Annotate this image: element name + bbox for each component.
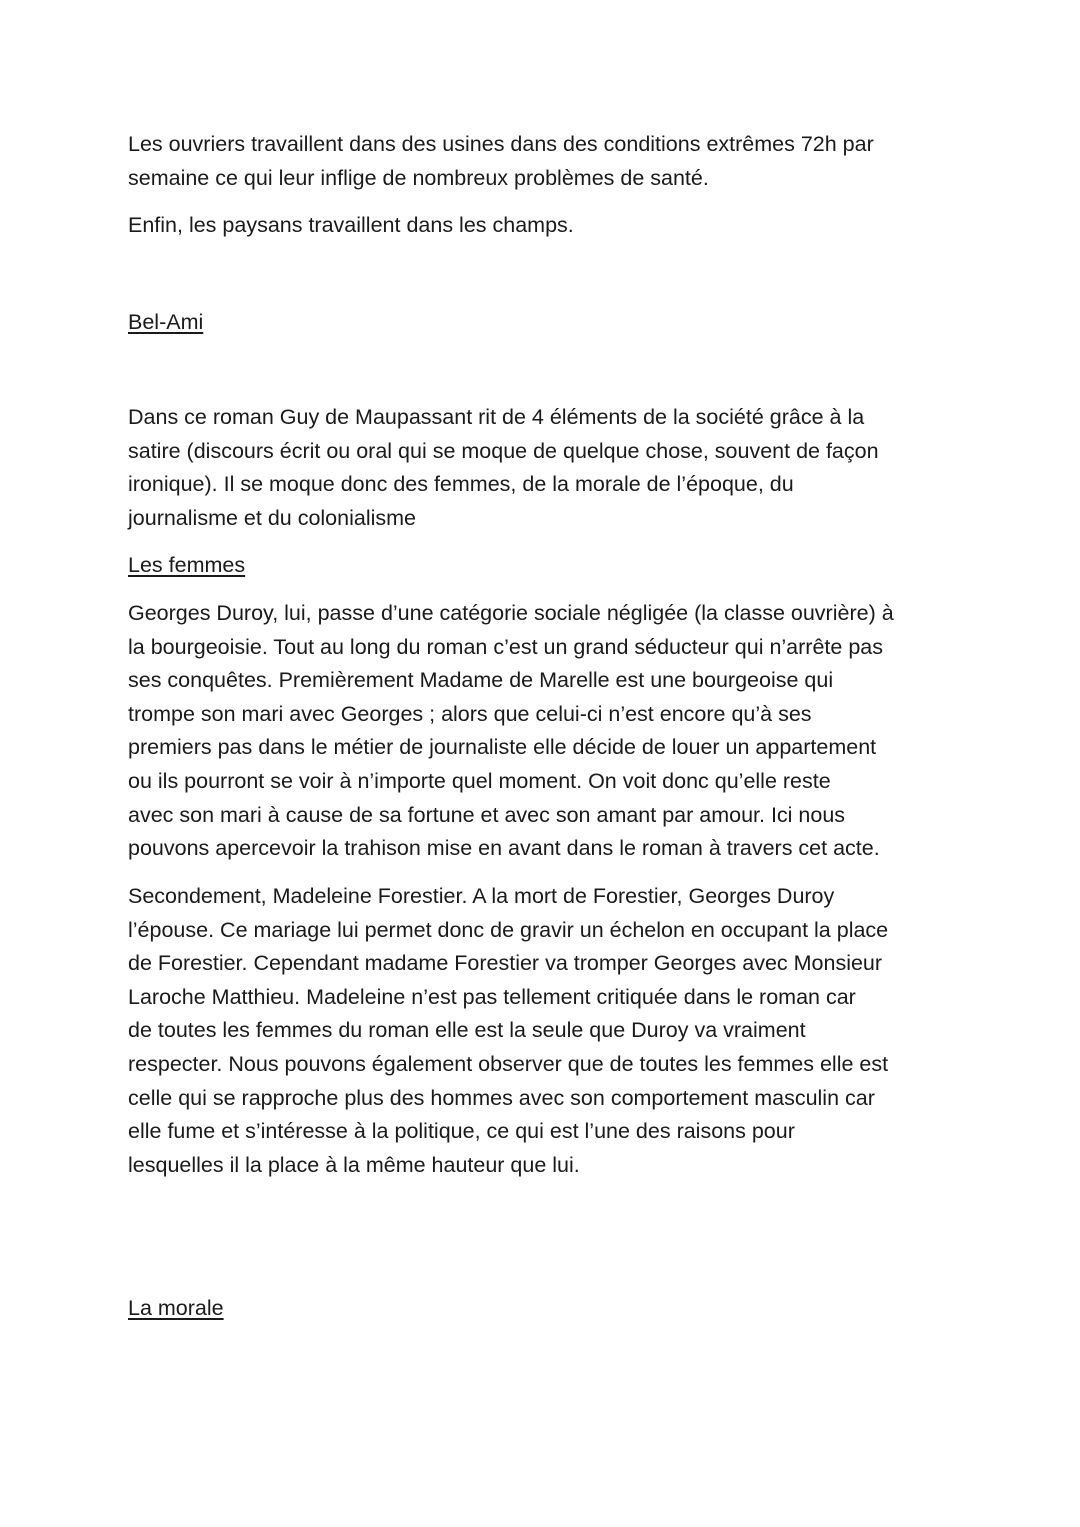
text-line: Les ouvriers travaillent dans des usines dans des conditions extrêmes 72h par <box>128 132 874 156</box>
subsection-title-morale <box>128 1292 958 1326</box>
text-line: ironique). Il se moque donc des femmes, de la morale de l’époque, du <box>128 472 794 497</box>
paragraph-marelle <box>128 597 958 866</box>
subsection-title-femmes <box>128 549 958 583</box>
section-heading: Bel-Ami <box>128 310 204 334</box>
section-title-bel-ami <box>128 306 958 340</box>
text-line: celle qui se rapproche plus des hommes avec son comportement masculin car <box>128 1085 875 1110</box>
text-line: l’épouse. Ce mariage lui permet donc de gravir un échelon en occupant la place <box>128 917 889 942</box>
text-line: de Forestier. Cependant madame Forestier va tromper Georges avec Monsieur <box>128 951 883 976</box>
text-line: de toutes les femmes du roman elle est la seule que Duroy va vraiment <box>128 1018 806 1043</box>
text-line: satire (discours écrit ou oral qui se moque de quelque chose, souvent de façon <box>128 438 879 463</box>
paragraph-satire <box>128 401 958 535</box>
text-line: avec son mari à cause de sa fortune et avec son amant par amour. Ici nous <box>128 802 846 827</box>
text-line: pouvons apercevoir la trahison mise en avant dans le roman à travers cet acte. <box>128 836 880 861</box>
text-line: Dans ce roman Guy de Maupassant rit de 4 éléments de la société grâce à la <box>128 405 865 429</box>
subsection-heading: Les femmes <box>128 553 246 577</box>
text-line: Secondement, Madeleine Forestier. A la mort de Forestier, Georges Duroy <box>128 884 835 908</box>
text-line: ou ils pourront se voir à n’importe quel moment. On voit donc qu’elle reste <box>128 768 831 793</box>
text-line: semaine ce qui leur inflige de nombreux problèmes de santé. <box>128 165 709 190</box>
text-line: elle fume et s’intéresse à la politique, ce qui est l’une des raisons pour <box>128 1119 795 1144</box>
text-line: Enfin, les paysans travaillent dans les champs. <box>128 213 574 237</box>
text-line: la bourgeoisie. Tout au long du roman c’est un grand séducteur qui n’arrête pas <box>128 634 883 659</box>
document-page <box>128 0 958 1527</box>
paragraph-paysans <box>128 209 958 243</box>
text-line: trompe son mari avec Georges ; alors que celui-ci n’est encore qu’à ses <box>128 701 812 726</box>
paragraph-ouvriers <box>128 128 958 195</box>
text-line: Georges Duroy, lui, passe d’une catégorie sociale négligée (la classe ouvrière) à <box>128 601 894 625</box>
subsection-heading: La morale <box>128 1296 224 1320</box>
text-line: Laroche Matthieu. Madeleine n’est pas tellement critiquée dans le roman car <box>128 984 856 1009</box>
text-line: lesquelles il la place à la même hauteur que lui. <box>128 1152 580 1177</box>
text-line: ses conquêtes. Premièrement Madame de Marelle est une bourgeoise qui <box>128 668 834 693</box>
paragraph-madeleine <box>128 880 958 1182</box>
text-line: journalisme et du colonialisme <box>128 505 417 530</box>
text-line: respecter. Nous pouvons également observer que de toutes les femmes elle est <box>128 1051 889 1076</box>
text-line: premiers pas dans le métier de journaliste elle décide de louer un appartement <box>128 735 877 760</box>
